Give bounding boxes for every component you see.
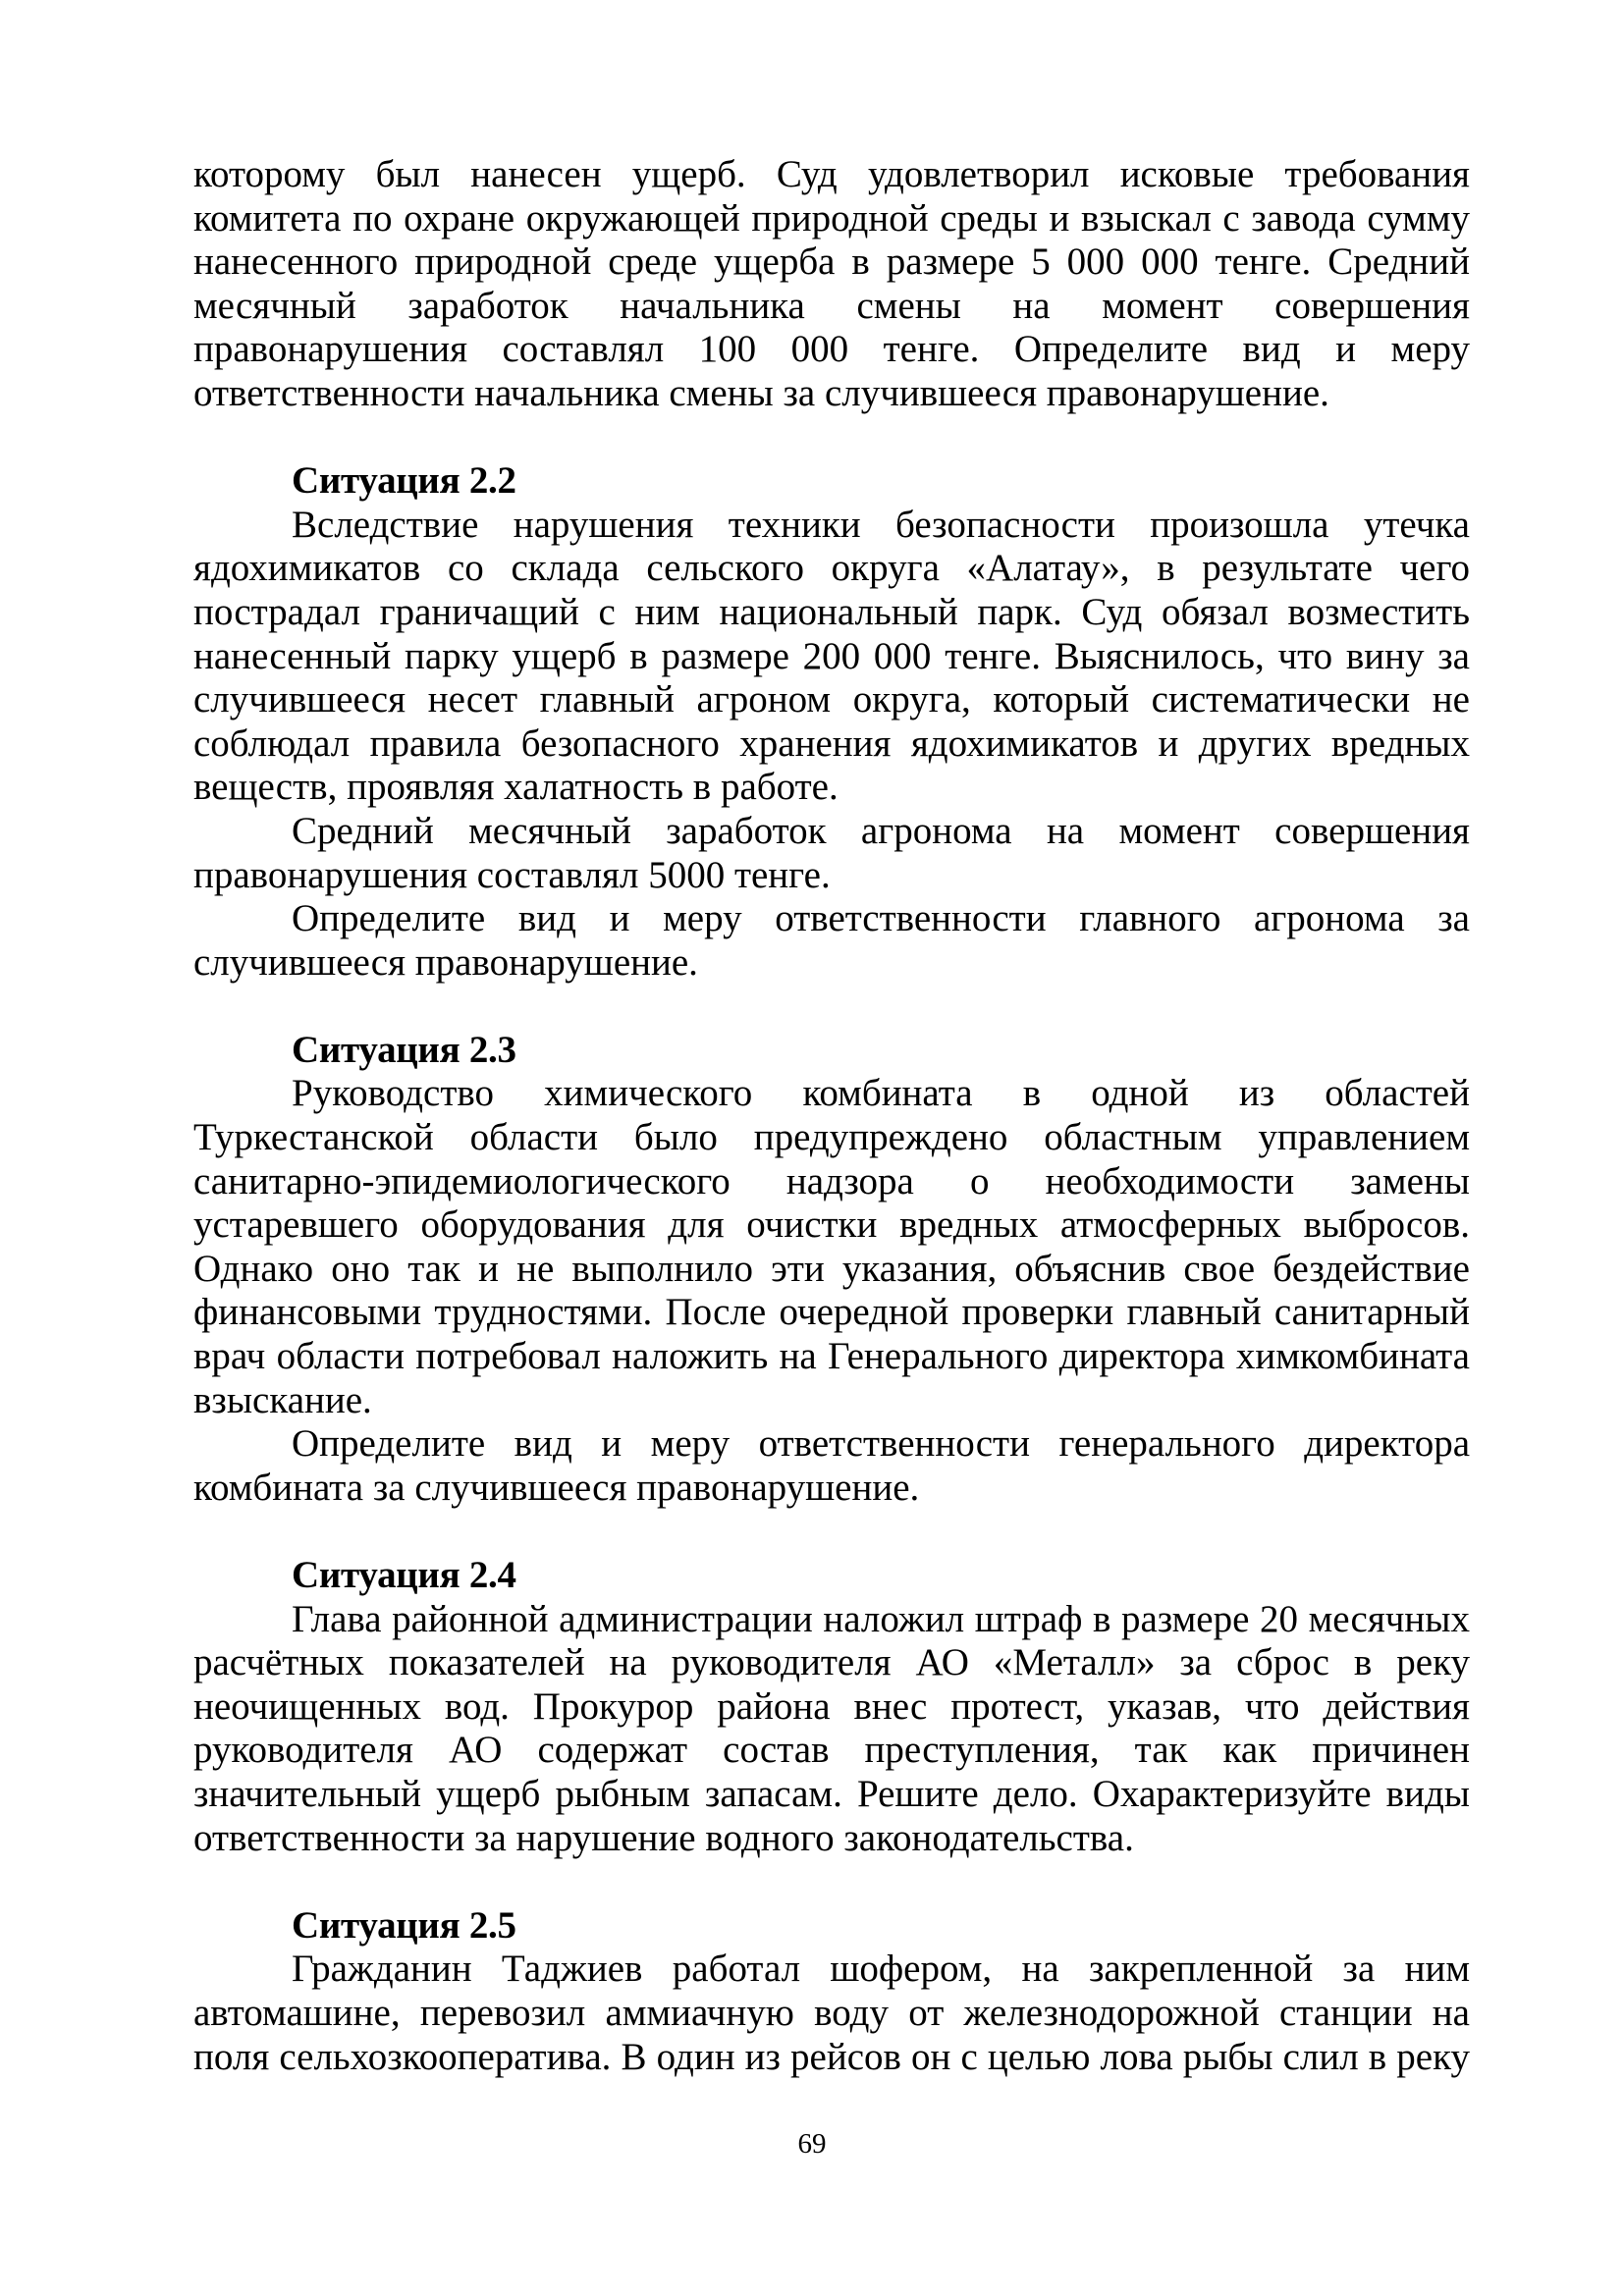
situation-question: Определите вид и меру ответственности главного агронома за случившееся правонарушение. bbox=[193, 897, 1470, 984]
spacer bbox=[193, 1860, 1470, 1904]
situation-2-4 bbox=[193, 1554, 1470, 1860]
situation-paragraph: Вследствие нарушения техники безопасности произошла утечка ядохимикатов со склада сельского округа «Алатау», в результате чего пострадал граничащий с ним национальный парк. Суд обязал возместить нанесенный парку ущерб в размере 200 000 тенге. Выяснилось, что вину за случившееся несет главный агроном округа, который систематически не соблюдал правила безопасного хранения ядохимикатов и других вредных веществ, проявляя халатность в работе. bbox=[193, 503, 1470, 809]
situation-2-3 bbox=[193, 1029, 1470, 1511]
situation-heading: Ситуация 2.5 bbox=[292, 1903, 516, 1947]
spacer bbox=[193, 985, 1470, 1029]
situation-heading: Ситуация 2.2 bbox=[292, 459, 516, 503]
situation-2-5 bbox=[193, 1904, 1470, 2079]
spacer bbox=[193, 1510, 1470, 1554]
situation-2-2 bbox=[193, 459, 1470, 985]
situation-paragraph: Средний месячный заработок агронома на момент совершения правонарушения составлял 5000 тенге. bbox=[193, 809, 1470, 896]
spacer bbox=[193, 416, 1470, 460]
situation-question: Определите вид и меру ответственности генерального директора комбината за случившееся правонарушение. bbox=[193, 1422, 1470, 1509]
situation-paragraph: Глава районной администрации наложил штраф в размере 20 месячных расчётных показателей на руководителя АО «Металл» за сброс в реку неочищенных вод. Прокурор района внес протест, указав, что действия руководителя АО содержат состав преступления, так как причинен значительный ущерб рыбным запасам. Решите дело. Охарактеризуйте виды ответственности за нарушение водного законодательства. bbox=[193, 1597, 1470, 1859]
page-number: 69 bbox=[797, 2128, 827, 2160]
continuation-paragraph: которому был нанесен ущерб. Суд удовлетворил исковые требования комитета по охране окружающей природной среды и взыскал с завода сумму нанесенного природной среде ущерба в размере 5 000 000 тенге. Средний месячный заработок начальника смены на момент совершения правонарушения составлял 100 000 тенге. Определите вид и меру ответственности начальника смены за случившееся правонарушение. bbox=[193, 153, 1470, 414]
situation-paragraph: Гражданин Таджиев работал шофером, на закрепленной за ним автомашине, перевозил аммиачную воду от железнодорожной станции на поля сельхозкооператива. В один из рейсов он с целью лова рыбы слил в реку bbox=[193, 1948, 1470, 2078]
situation-heading: Ситуация 2.3 bbox=[292, 1028, 516, 1071]
page-body bbox=[193, 153, 1470, 2079]
situation-paragraph: Руководство химического комбината в одной из областей Туркестанской области было предупреждено областным управлением санитарно-эпидемиологического надзора о необходимости замены устаревшего оборудования для очистки вредных атмосферных выбросов. Однако оно так и не выполнило эти указания, объяснив свое бездействие финансовыми трудностями. После очередной проверки главный санитарный врач области потребовал наложить на Генерального директора химкомбината взыскание. bbox=[193, 1072, 1470, 1421]
situation-heading: Ситуация 2.4 bbox=[292, 1554, 516, 1596]
